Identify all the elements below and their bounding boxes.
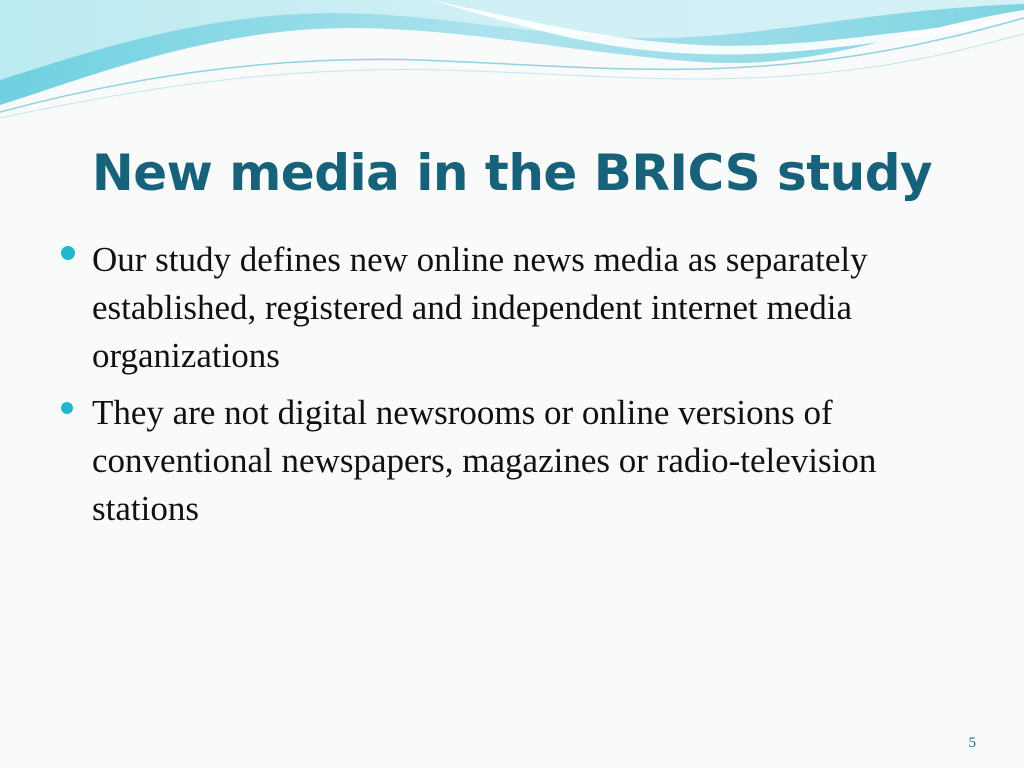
bullet-item	[60, 236, 980, 380]
bullet-text: They are not digital newsrooms or online versions of conventional newspapers, magazines or radio-television stations	[92, 393, 877, 528]
bullet-dot-icon	[61, 402, 73, 414]
slide-title: New media in the BRICS study	[91, 144, 933, 202]
bullet-list	[60, 236, 980, 542]
bullet-text: Our study defines new online news media as separately established, registered and independent internet media organizations	[92, 240, 868, 375]
bullet-dot-icon	[61, 246, 75, 260]
slide-number: 5	[968, 735, 976, 751]
bullet-item	[60, 389, 980, 533]
wave-header-decoration	[0, 0, 1024, 130]
